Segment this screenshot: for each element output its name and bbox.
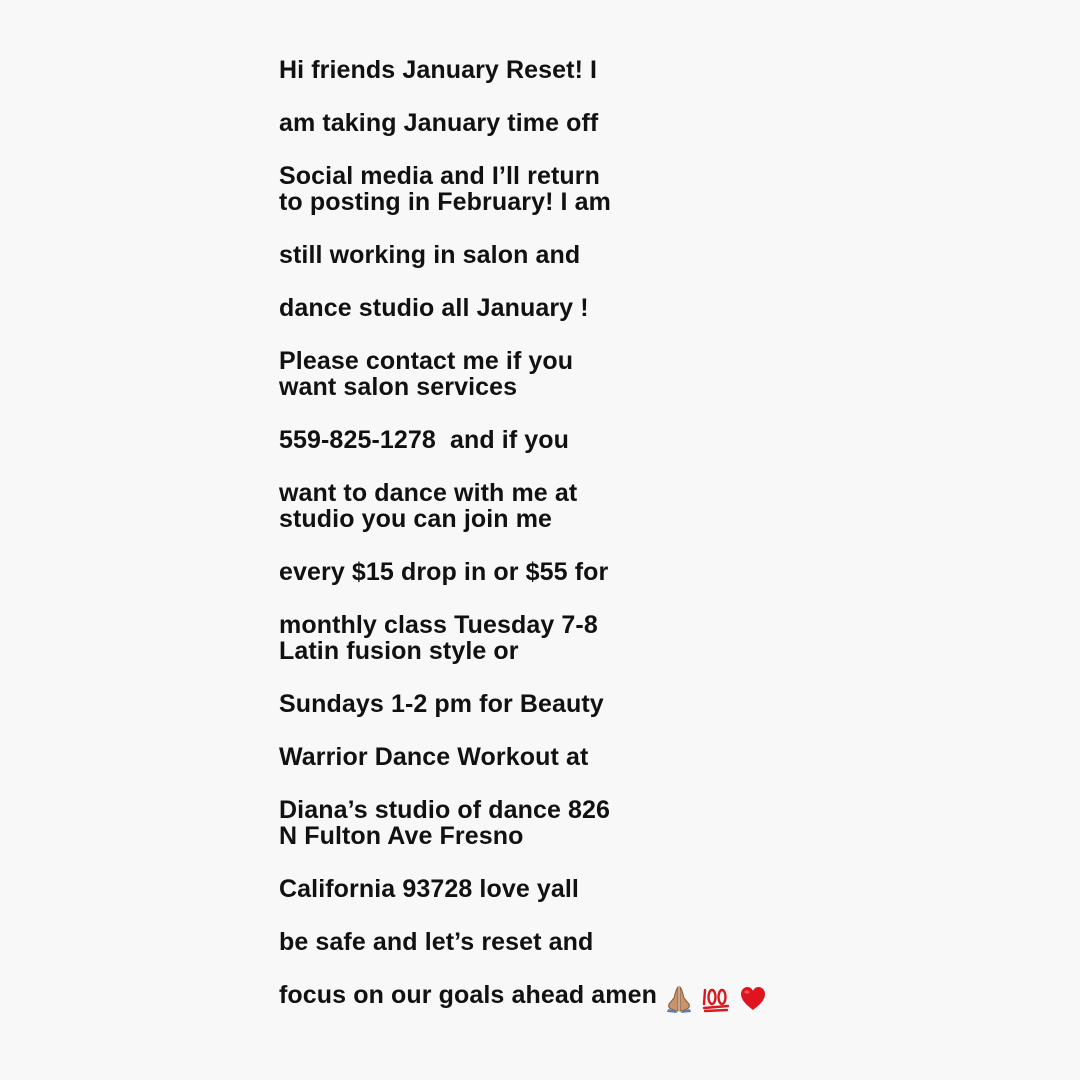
note-line: am taking January time off (279, 109, 599, 137)
note-line: Sundays 1-2 pm for Beauty (279, 690, 604, 718)
note-line: still working in salon and (279, 241, 581, 269)
note-line: dance studio all January ! (279, 294, 589, 322)
note-line: want to dance with me at (279, 479, 578, 507)
note-line-last (279, 982, 767, 1013)
note-line: Diana’s studio of dance 826 (279, 796, 611, 824)
note-line: Please contact me if you (279, 347, 574, 375)
note-line: Latin fusion style or (279, 637, 519, 665)
note-line: want salon services (279, 373, 518, 401)
note-line: Social media and I’ll return (279, 162, 600, 190)
note-line: N Fulton Ave Fresno (279, 822, 524, 850)
note-line: Warrior Dance Workout at (279, 743, 589, 771)
note-line: every $15 drop in or $55 for (279, 558, 609, 586)
note-line: studio you can join me (279, 505, 553, 533)
note-line: monthly class Tuesday 7-8 (279, 611, 598, 639)
note-line: focus on our goals ahead amen (279, 981, 657, 1009)
hundred-points-icon (701, 985, 731, 1013)
note-line: 559-825-1278 and if you (279, 426, 570, 454)
note-line: California 93728 love yall (279, 875, 579, 903)
folded-hands-icon (665, 985, 693, 1013)
red-heart-icon (739, 985, 767, 1013)
note-line: to posting in February! I am (279, 188, 611, 216)
note-line: Hi friends January Reset! I (279, 56, 598, 84)
note-line: be safe and let’s reset and (279, 928, 594, 956)
